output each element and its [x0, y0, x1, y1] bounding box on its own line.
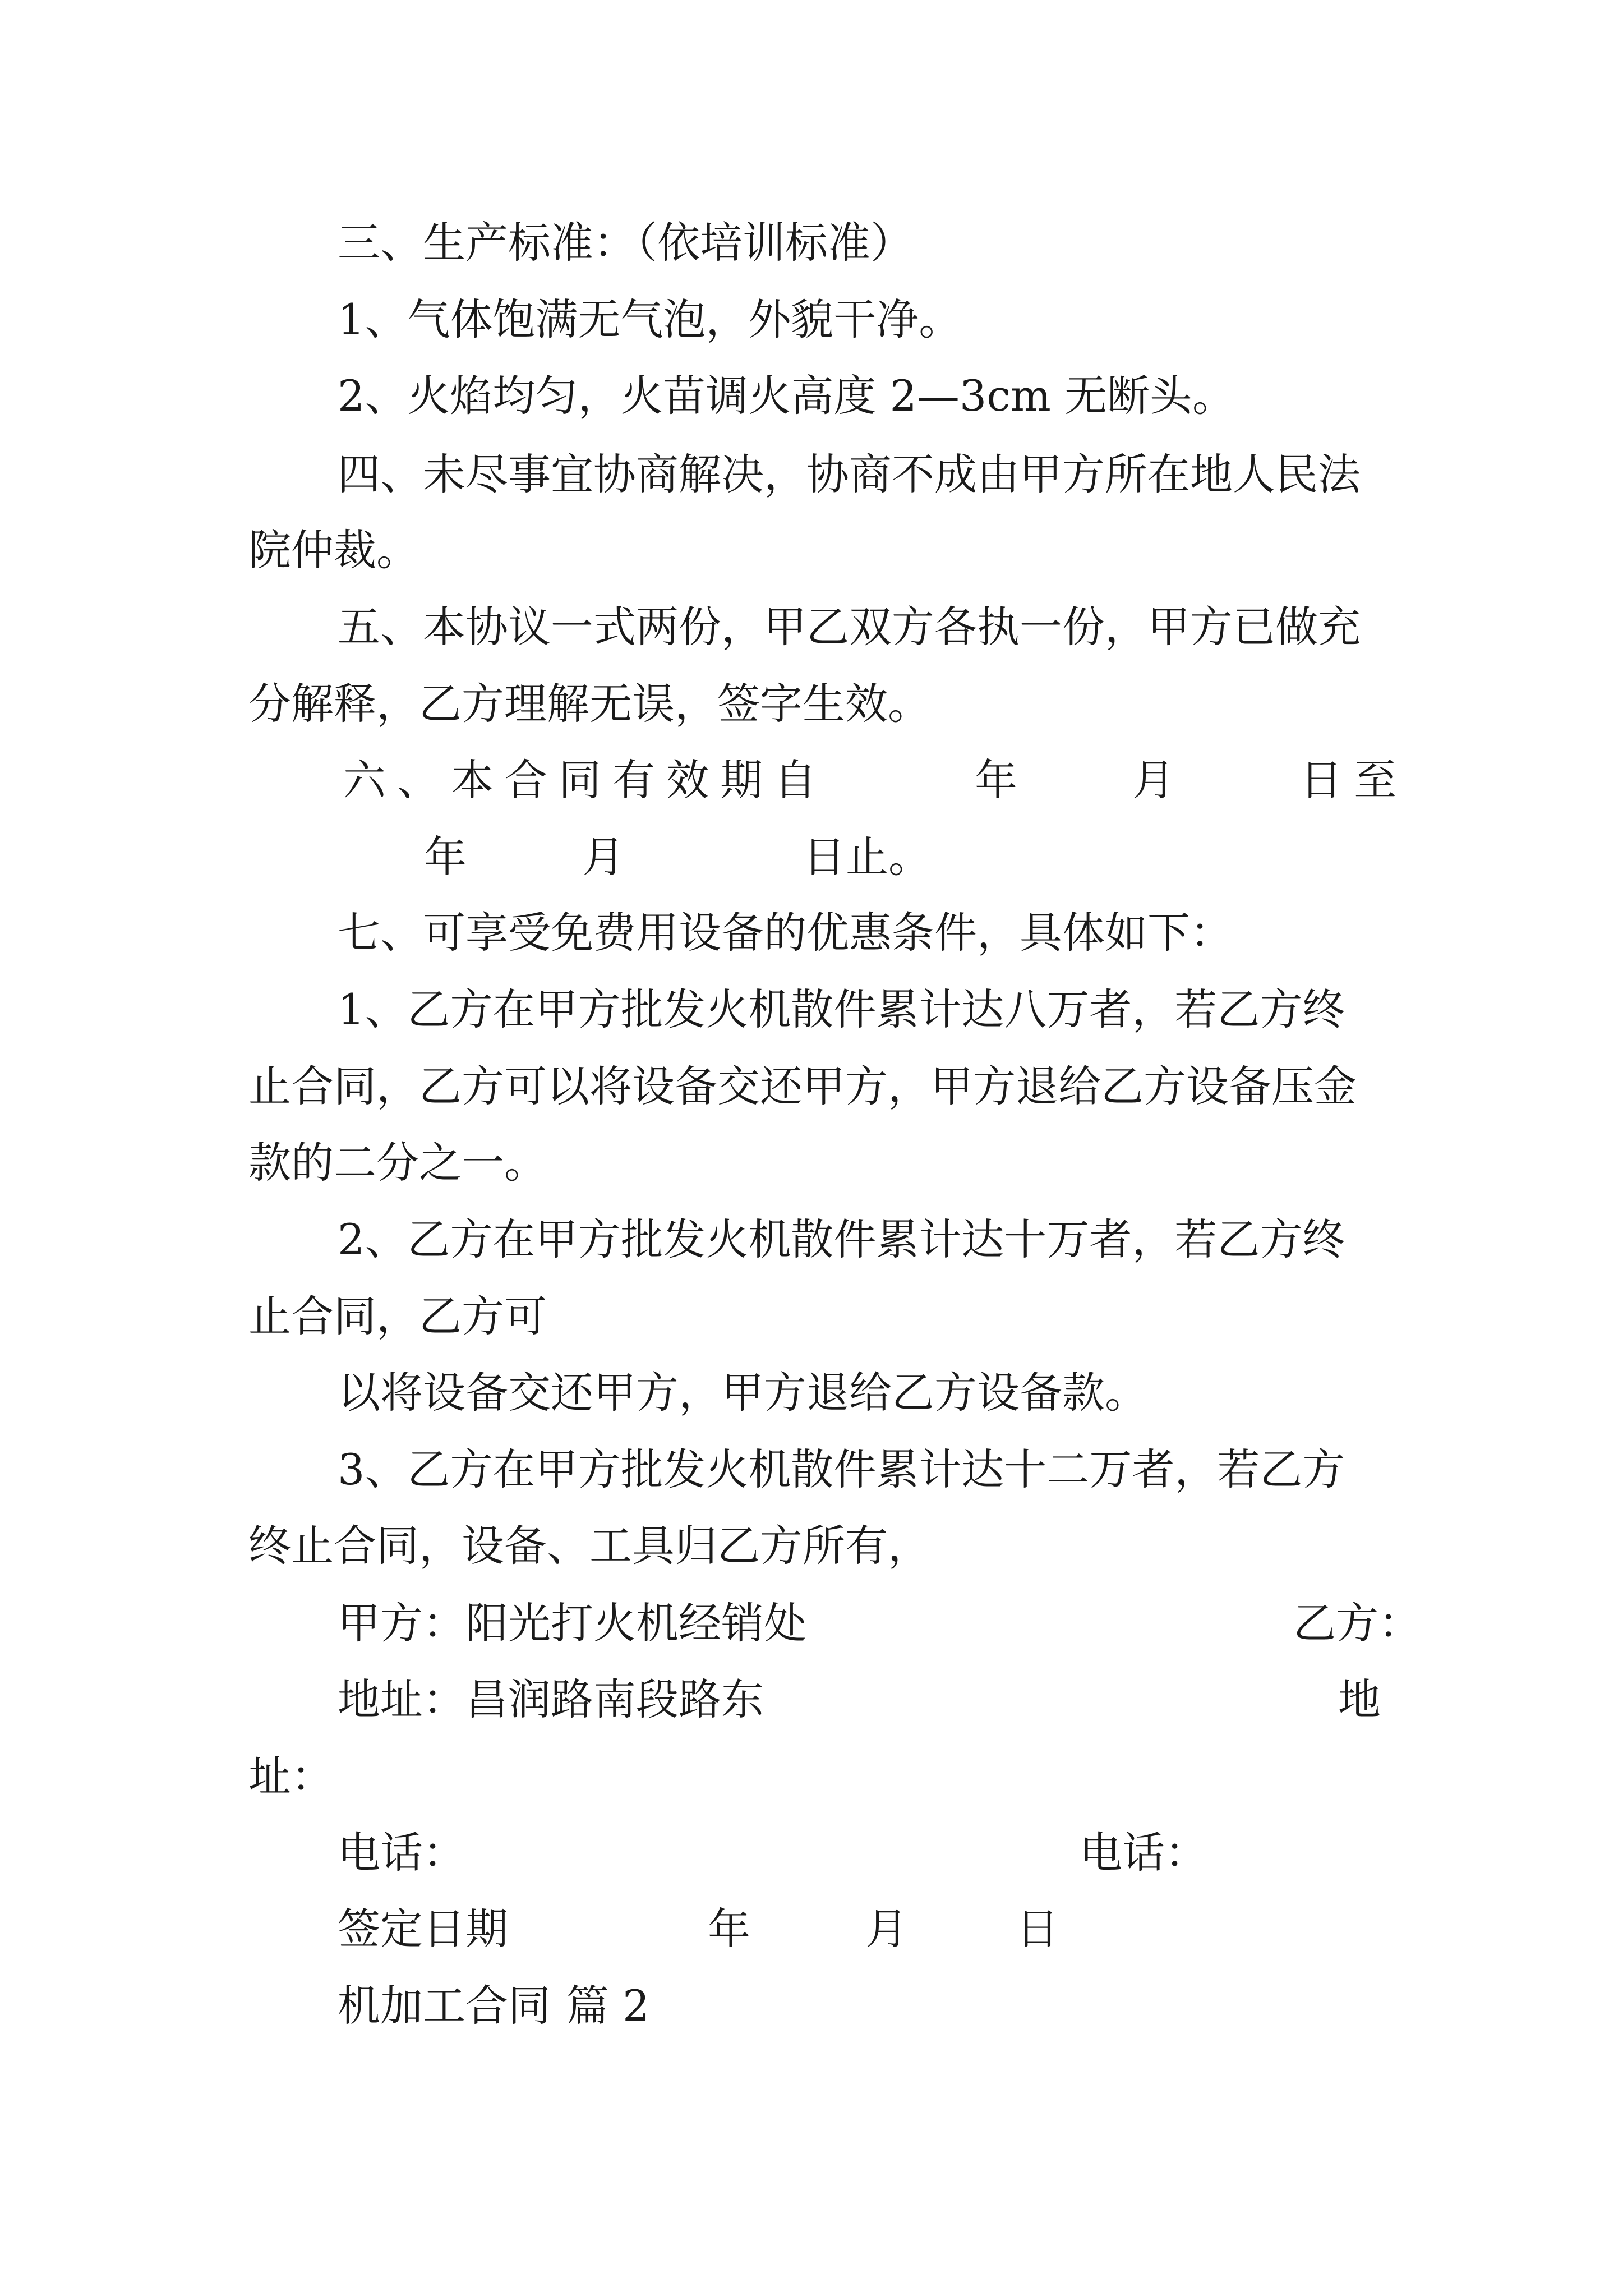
section-7-item-1-line-3: 款的二分之一。 — [248, 1138, 547, 1188]
party-b-phone: 电话： — [1080, 1828, 1207, 1878]
section-3-item-2: 2、火焰均匀，火苗调火高度 2—3cm 无断头。 — [338, 371, 1235, 421]
section-7-item-3-line-2: 终止合同，设备、工具归乙方所有， — [248, 1521, 930, 1571]
party-a-address: 地址：昌润路南段路东 — [338, 1674, 764, 1724]
party-a-phone: 电话： — [338, 1828, 465, 1878]
section-5-line-2: 分解释，乙方理解无误，签字生效。 — [248, 679, 930, 729]
section-7-item-2-line-3: 以将设备交还甲方，甲方退给乙方设备款。 — [338, 1368, 1147, 1418]
section-6b-day-end: 日止。 — [803, 832, 931, 882]
section-7-title: 七、可享受免费用设备的优惠条件，具体如下： — [338, 908, 1233, 958]
section-4-line-1: 四、未尽事宜协商解决，协商不成由甲方所在地人民法 — [338, 449, 1361, 499]
party-b-address-char-2: 址： — [248, 1751, 334, 1801]
section-6b-month: 月 — [582, 832, 625, 882]
section-3-item-1: 1、气体饱满无气泡，外貌干净。 — [338, 295, 962, 344]
section-6-day-to: 日至 — [1300, 755, 1408, 805]
next-section-title-text: 机加工合同 — [338, 1981, 551, 2031]
section-6-year: 年 — [975, 755, 1017, 805]
sign-date-month: 月 — [865, 1904, 908, 1954]
party-b-label: 乙方： — [1293, 1598, 1421, 1648]
section-7-item-1-line-1: 1、乙方在甲方批发火机散件累计达八万者，若乙方终 — [338, 984, 1345, 1034]
party-b-address-char-1: 地 — [1338, 1674, 1381, 1724]
section-7-item-1-line-2: 止合同，乙方可以将设备交还甲方，甲方退给乙方设备压金 — [248, 1061, 1357, 1111]
section-7-item-2-line-2: 止合同，乙方可 — [248, 1291, 547, 1341]
party-a-name: 甲方：阳光打火机经销处 — [338, 1598, 806, 1648]
section-6-prefix: 六、本合同有效期自 — [343, 755, 828, 805]
section-6b-year: 年 — [424, 832, 467, 882]
sign-date-year: 年 — [708, 1904, 750, 1954]
section-5-line-1: 五、本协议一式两份，甲乙双方各执一份，甲方已做充 — [338, 602, 1361, 652]
next-section-title — [338, 1978, 650, 2034]
sign-date-day: 日 — [1016, 1904, 1059, 1954]
section-6-month: 月 — [1132, 755, 1175, 805]
section-7-item-3-line-1: 3、乙方在甲方批发火机散件累计达十二万者，若乙方 — [338, 1444, 1345, 1494]
sign-date-label: 签定日期 — [338, 1904, 508, 1954]
section-3-title: 三、生产标准：（依培训标准） — [338, 218, 913, 268]
section-7-item-2-line-1: 2、乙方在甲方批发火机散件累计达十万者，若乙方终 — [338, 1214, 1345, 1264]
next-section-part: 篇 2 — [566, 1981, 650, 2031]
section-4-line-2: 院仲裁。 — [248, 525, 419, 575]
